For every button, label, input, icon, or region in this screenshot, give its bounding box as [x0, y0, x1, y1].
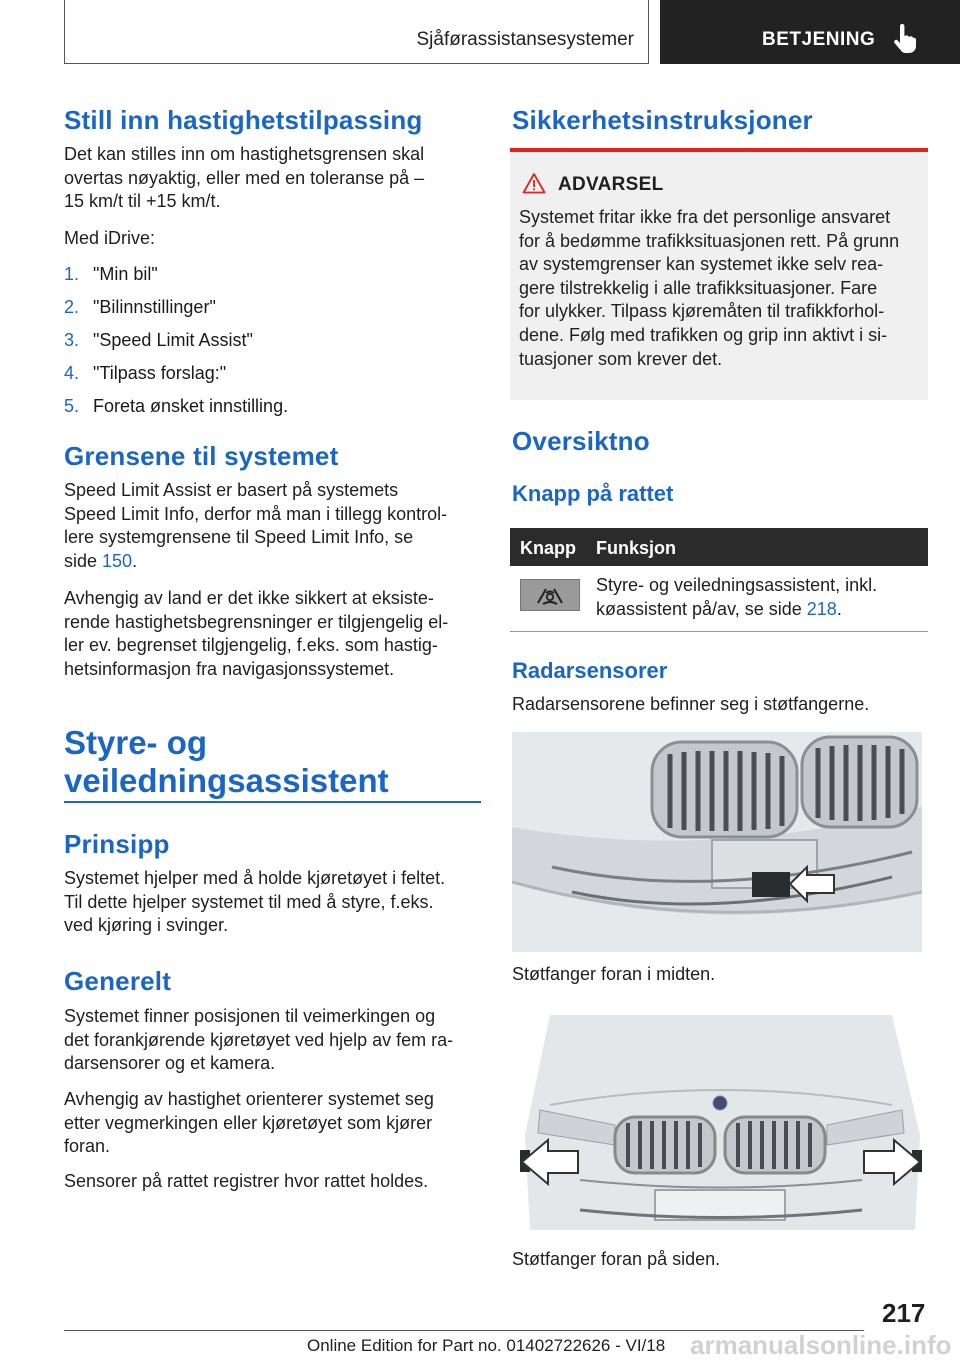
step-number: 3. [64, 330, 80, 350]
paragraph-sensorer: Sensorer på rattet registrer hvor rattet holdes. [64, 1171, 429, 1191]
text-line: hetsinformasjon fra navigasjonssystemet. [64, 658, 395, 679]
heading-line: Styre- og [64, 724, 208, 761]
caption-center: Støtfanger foran i midten. [512, 964, 716, 984]
page-number: 217 [882, 1298, 926, 1328]
text-span: . [836, 598, 842, 619]
text-line: etter vegmerkingen eller kjøretøyet som kjører [64, 1112, 433, 1133]
heading-sikkerhet: Sikkerhetsinstruksjoner [512, 105, 813, 135]
warning-triangle-icon [522, 172, 546, 194]
front-bumper-side-image [520, 1015, 922, 1237]
paragraph-idrive: Med iDrive: [64, 228, 156, 248]
header-chapter-label: BETJENING [762, 29, 876, 50]
step-text: "Tilpass forslag:" [93, 363, 227, 383]
text-line: ler ev. begrenset tilgjengelig, f.eks. som hastig- [64, 635, 438, 656]
text-span: side [64, 550, 103, 571]
page-link-150[interactable]: 150 [102, 550, 133, 571]
heading-oversikt: Oversiktno [512, 426, 650, 456]
header-section-box [64, 0, 649, 64]
column-header-funksjon: Funksjon [596, 538, 676, 558]
text-line: 15 km/t til +15 km/t. [64, 191, 221, 212]
text-line: gere tilstrekkelig i alle trafikksituasjoner. Fare [519, 277, 878, 298]
text-line: darsensorer og et kamera. [64, 1053, 276, 1074]
text-line: Speed Limit Assist er basert på systemets [64, 480, 399, 500]
step-number: 2. [64, 297, 80, 317]
header-section-title: Sjåførassistansesystemer [416, 29, 634, 50]
text-line [596, 598, 877, 622]
paragraph-avhengig-hastighet [64, 1088, 434, 1159]
function-description [596, 574, 877, 621]
warning-box [510, 148, 928, 400]
text-line: Til dette hjelper systemet til med å styre, f.eks. [64, 891, 434, 912]
heading-radarsensorer: Radarsensorer [512, 658, 668, 683]
step-number: 5. [64, 396, 80, 416]
table-row [510, 566, 928, 632]
step-text: Foreta ønsket innstilling. [93, 396, 289, 416]
heading-still-inn: Still inn hastighetstilpassing [64, 105, 423, 135]
text-line: dene. Følg med trafikken og grip inn aktivt i si- [519, 324, 888, 345]
paragraph-still-inn [64, 143, 424, 214]
front-bumper-center-image [512, 732, 922, 952]
step-text: "Bilinnstillinger" [93, 297, 216, 317]
heading-prinsipp: Prinsipp [64, 829, 170, 859]
car-front-center-illustration [512, 732, 922, 952]
text-line: Avhengig av hastighet orienterer systemet seg [64, 1089, 434, 1109]
text-line [64, 550, 447, 574]
heading-styre-og-veiledning [64, 724, 389, 800]
watermark: armanualsonline.info [690, 1330, 952, 1360]
car-front-side-illustration [520, 1015, 922, 1237]
page-link-218[interactable]: 218 [806, 598, 837, 619]
text-line: lere systemgrensene til Speed Limit Info, se [64, 527, 414, 548]
text-line: rende hastighetsbegrensninger er tilgjengelig el- [64, 611, 449, 632]
text-line: Speed Limit Info, derfor må man i tillegg kontrol- [64, 503, 448, 524]
text-line: for å bedømme trafikksituasjonen rett. På grunn [519, 230, 900, 251]
heading-underline [64, 801, 481, 803]
step-text: "Min bil" [93, 264, 158, 284]
step-number: 1. [64, 264, 80, 284]
text-line: foran. [64, 1136, 111, 1157]
warning-text [519, 206, 899, 371]
warning-top-bar [510, 148, 928, 152]
footer-edition: Online Edition for Part no. 01402722626 - VI/18 [307, 1336, 666, 1355]
step-number: 4. [64, 363, 80, 383]
column-header-knapp: Knapp [520, 538, 576, 558]
text-line: for ulykker. Tilpass kjøremåten til trafikkforhol- [519, 301, 885, 322]
header-chapter-tab [660, 0, 960, 64]
warning-title: ADVARSEL [558, 174, 664, 195]
heading-grensene: Grensene til systemet [64, 441, 339, 471]
text-line: av systemgrenser kan systemet ikke selv rea- [519, 254, 884, 275]
paragraph-grensene [64, 479, 447, 573]
text-line: Det kan stilles inn om hastighetsgrensen skal [64, 144, 425, 164]
text-line: overtas nøyaktig, eller med en toleranse på – [64, 167, 425, 188]
heading-generelt: Generelt [64, 966, 172, 996]
paragraph-avhengig-land [64, 587, 448, 681]
text-line: Systemet fritar ikke fra det personlige ansvaret [519, 207, 891, 227]
paragraph-prinsipp [64, 867, 445, 938]
text-line: det forankjørende kjøretøyet ved hjelp av fem ra- [64, 1029, 454, 1050]
hand-pointer-icon [893, 24, 917, 54]
text-line: Styre- og veiledningsassistent, inkl. [596, 575, 878, 595]
paragraph-generelt [64, 1005, 453, 1076]
text-line: tuasjoner som krever det. [519, 348, 723, 369]
paragraph-radar: Radarsensorene befinner seg i støtfangerne. [512, 694, 870, 714]
table-header [510, 528, 928, 566]
text-line: Systemet finner posisjonen til veimerkingen og [64, 1006, 436, 1026]
heading-line: veiledningsassistent [64, 762, 389, 799]
text-span: køassistent på/av, se side [596, 598, 807, 619]
steps-list [64, 263, 464, 423]
caption-side: Støtfanger foran på siden. [512, 1249, 721, 1269]
steering-assist-button-image [520, 579, 580, 611]
text-line: Systemet hjelper med å holde kjøretøyet i feltet. [64, 868, 446, 888]
heading-knapp-pa-rattet: Knapp på rattet [512, 481, 674, 506]
text-line: Avhengig av land er det ikke sikkert at eksiste- [64, 588, 434, 608]
steering-assistant-icon [521, 580, 579, 610]
step-text: "Speed Limit Assist" [93, 330, 253, 350]
text-line: ved kjøring i svinger. [64, 915, 229, 936]
text-span: . [132, 550, 138, 571]
